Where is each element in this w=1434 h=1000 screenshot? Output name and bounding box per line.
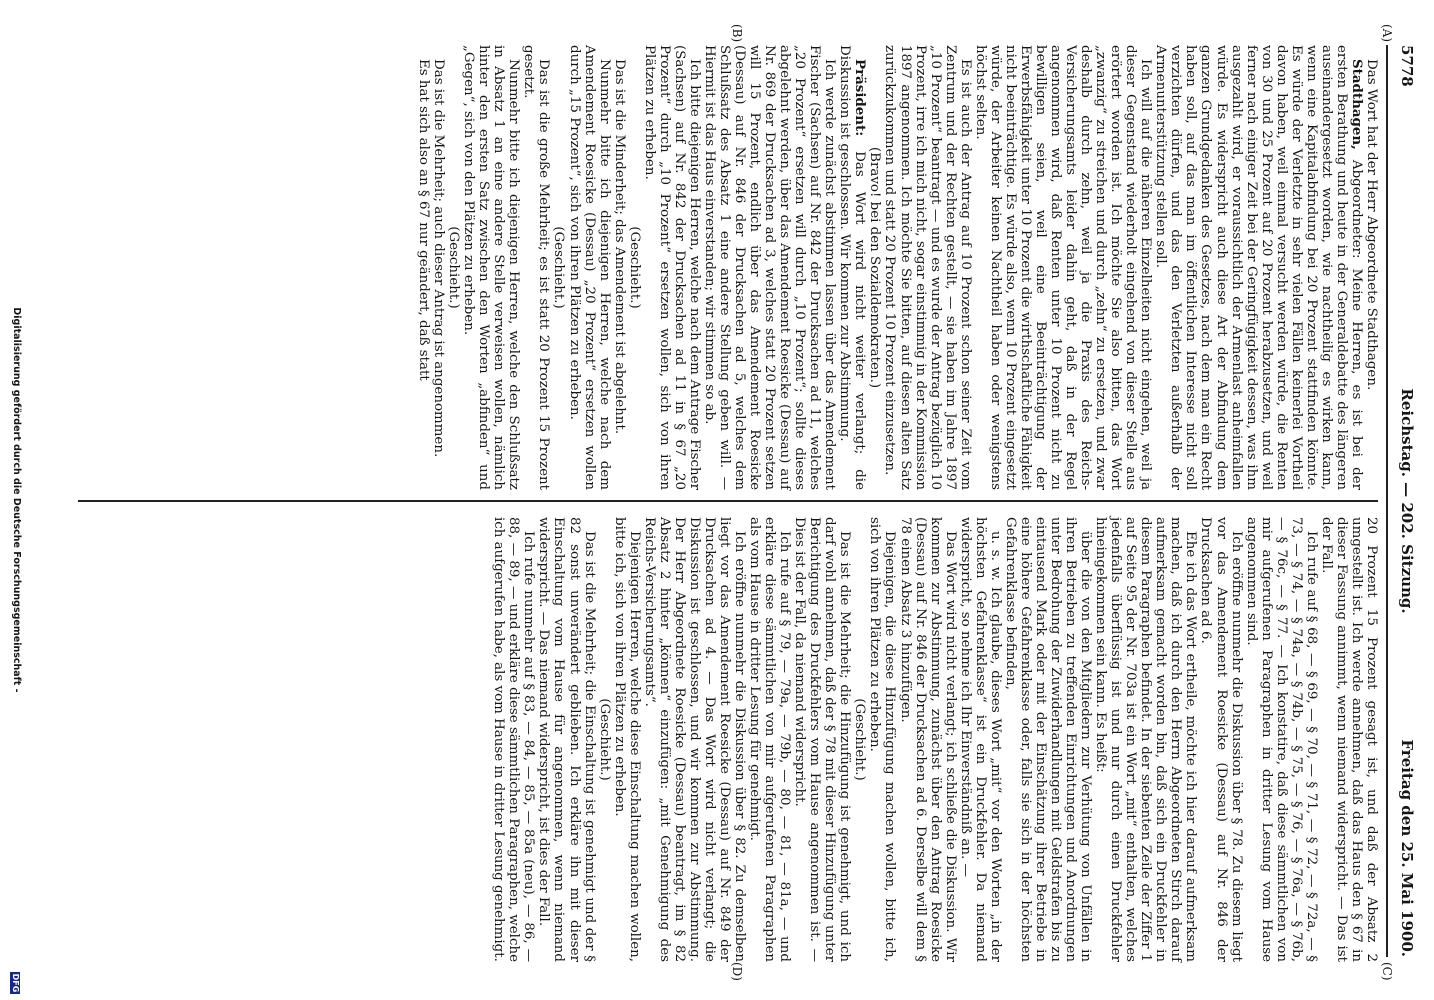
- paragraph-text: Ich bitte diejenigen Herren, welche nach dem Antrage Fischer (Sachsen) auf Nr. 842 der Drucksachen ad 11 in § 67 „20 Prozent“ durch „10 Prozent“ ersetzen wollen, sich von ihren Plätzen zu erheben.: [641, 45, 702, 490]
- footer-credit-text: Digitalisierung gefördert durch die Deutsche Forschungsgemeinschaft -: [11, 307, 22, 693]
- session-title: Reichstag. — 202. Sitzung.: [1398, 388, 1416, 614]
- paragraph: [642, 45, 702, 490]
- paragraph-text: über die von den Mitgliedern zur Verhütung von Unfällen in ihren Betrieben zu treffenden Einrichtungen und Anordnungen unter Bedrohung der Zuwiderhandlungen mit Geldstrafen bis zu eintausend Mark oder mit der Einschätzung ihrer Betriebe in eine höhere Gefahrenklasse oder, falls sie sich in der höchsten Gefahrenklasse befinden,: [1002, 517, 1094, 962]
- left-column: [416, 45, 1379, 490]
- paragraph-text: (Geschieht.): [446, 226, 462, 309]
- paragraph-text: Ich rufe auf § 68, — § 69, — § 70, — § 71, — § 72, — § 72a, — § 73, — § 74, — § 74a, — § 74b, — § 75, — § 76, — § 76a, — § 76b, — § 76c, — § 77. — Ich konstatire, daß diese sämmtlichen von mir aufgerufenen Paragraphen in dritter Lesung vom Hause angenommen sind.: [1243, 517, 1319, 962]
- paragraph-text: (Geschieht.): [551, 226, 567, 309]
- paragraph: [882, 45, 972, 490]
- paragraph-text: Das ist die Minderheit; das Amendement ist abgelehnt.: [611, 59, 627, 435]
- paragraph-text: Diejenigen Herren, welche diese Einschaltung machen wollen, bitte ich, sich von ihren Plätzen zu erheben.: [611, 517, 642, 962]
- paragraph-text: Das ist die Mehrheit; die Hinzufügung ist genehmigt, und ich darf wohl annehmen, daß der § 78 mit dieser Hinzufügung unter Berichtigung des Druckfehlers vom Hause angenommen ist. — Dies ist der Fall, da niemand widerspricht.: [792, 517, 853, 962]
- paragraph: [612, 45, 627, 490]
- paragraph-text: Nunmehr bitte ich diejenigen Herren, welche nach dem Amendement Roesicke (Dessau) „20 Prozent“ ersetzen wollen durch „15 Prozent“, sich von ihren Plätzen zu erheben.: [566, 45, 612, 490]
- page-number: 5778: [1398, 45, 1416, 87]
- paragraph-text: Nunmehr bitte ich diejenigen Herren, welche den Schlußsatz in Absatz 1 an eine andere Stelle verweisen wollen, nämlich hinter den ersten Satz zwischen den Worten „abfinden“ und „Gegen“, sich von den Plätzen zu erheben.: [461, 45, 522, 490]
- paragraph: [416, 45, 431, 490]
- paragraph: [551, 45, 566, 490]
- paragraph-text: Das Wort wird nicht weiter verlangt; die Diskussion ist geschlossen. Wir kommen zur Abstimmung.: [837, 45, 868, 490]
- paragraph-text: Ehe ich das Wort ertheile, möchte ich hier darauf aufmerksam machen, daß ich durch den Herrn Abgeordneten Stirch darauf aufmerksam gemacht worden bin, daß sich ein Druckfehler in diesem Paragraphen befindet. In der siebenten Zeile der Ziffer 1 auf Seite 95 der Nr. 703a ist ein Wort „mit“ enthalten, welches jedenfalls überflüssig ist und nur durch einen Druckfehler hineingekommen sein kann. Es heißt:: [1093, 517, 1199, 962]
- paragraph-text: Das ist die Mehrheit; die Einschaltung ist genehmigt und der § 82 sonst unverändert geblieben. Ich erkläre ihn mit dieser Einschaltung vom Hause für angenommen, wenn niemand widerspricht. — Das niemand widerspricht, ist dies der Fall.: [536, 517, 597, 962]
- paragraph: [461, 45, 521, 490]
- paragraph: [446, 45, 461, 490]
- paragraph: [702, 45, 837, 490]
- paragraph: [792, 517, 852, 962]
- speaker-name: Präsident:: [852, 59, 869, 137]
- paragraph-text: Ich rufe auf § 79, — 79a, — 79b, — 80, — 81, — 81a, — und erkläre diese sämmtlichen von mir aufgerufenen Paragraphen als vom Hause in dritter Lesung für genehmigt.: [747, 517, 793, 962]
- paragraph-text: Das Wort hat der Herr Abgeordnete Stadthagen.: [1364, 59, 1379, 391]
- paragraph: [958, 517, 1003, 962]
- paragraph: [491, 517, 536, 962]
- paragraph-text: (Geschieht.): [852, 698, 868, 781]
- paragraph-text: Das ist die große Mehrheit; es ist statt 20 Prozent 15 Prozent gesetzt.: [521, 45, 552, 490]
- paragraph: [1093, 517, 1198, 962]
- paragraph: [1198, 517, 1243, 962]
- paragraph-text: Es ist auch der Antrag auf 10 Prozent schon seiner Zeit vom Zentrum und der Rechten gestellt, — sie haben im Jahre 1897 „10 Prozent“ beantragt — und es wurde der Antrag bezüglich 10 Prozent, irre ich mich nicht, sogar einstimmig in der Kommission 1897 angenommen. Ich möchte Sie bitten, auf diesen alten Satz zurückzukommen und statt 20 Prozent 10 Prozent einzusetzen.: [882, 45, 973, 490]
- paragraph-text: Das Wort wird nicht verlangt; ich schließe die Diskussion. Wir kommen zur Abstimmung, zunächst über den Antrag Roesicke (Dessau) auf Nr. 846 der Drucksachen ad 6. Derselbe will dem § 78 einen Absatz 3 hinzufügen.: [897, 517, 958, 962]
- paragraph: [612, 517, 642, 962]
- paragraph: [1244, 517, 1319, 962]
- paragraph: [973, 45, 1154, 490]
- paragraph: [867, 45, 882, 490]
- margin-marker-d: (D): [730, 962, 744, 981]
- paragraph: [747, 517, 792, 962]
- paragraph-text: Ich will auf die näheren Einzelheiten nicht eingehen, weil ja dieser Gegenstand wiederholt eingehend von dieser Stelle aus erörtert worden ist. Ich möchte Sie also bitten, das Wort „zwanzig“ zu streichen und durch „zehn“ zu ersetzen, und zwar deshalb durch zehn, weil ja die Praxis des Reichs-Versicherungsamts leider dahin geht, daß in der Regel angenommen wird, daß Renten unter 10 Prozent nicht zu bewilligen seien, weil eine Beeinträchtigung der Erwerbsfähigkeit unter 10 Prozent die wirthschaftliche Fähigkeit nicht beeinträchtige. Es würde also, wenn 10 Prozent eingesetzt würde, der Arbeiter keinen Nachtheil haben oder wenigstens höchst selten.: [972, 45, 1154, 490]
- paragraph: [1003, 517, 1093, 962]
- dfg-logo: DFG: [11, 973, 20, 993]
- footer-credit: [11, 0, 22, 1000]
- paragraph-text: u. s. w. Ich glaube, dieses Wort „mit“ vor den Worten „in der höchsten Gefahrenklasse“ ist ein Druckfehler. Da niemand widerspricht, so nehme ich Ihr Einverständniß an. —: [957, 517, 1003, 962]
- page-header: [1392, 45, 1418, 957]
- paragraph: [1319, 517, 1379, 962]
- paragraph-text: Ich rufe nunmehr auf § 83, — 84, — 85, — 85a (neu), — 86, — 88, — 89, — und erkläre diese sämmtlichen Paragraphen, welche ich aufgerufen habe, als vom Hause in dritter Lesung genehmigt.: [491, 517, 537, 962]
- paragraph: [627, 45, 642, 490]
- paragraph: [852, 517, 867, 962]
- paragraph: [566, 45, 611, 490]
- speaker-name: Stadthagen,: [1348, 59, 1365, 150]
- paragraph-text: Das ist die Mehrheit; auch dieser Antrag ist angenommen.: [431, 59, 447, 458]
- paragraph: [1153, 45, 1364, 490]
- paragraph: [597, 517, 612, 962]
- margin-marker-a: (A): [1380, 24, 1394, 43]
- paragraph: [867, 517, 897, 962]
- paragraph-text: Diejenigen, die diese Hinzufügung machen wollen, bitte ich, sich von ihren Plätzen zu erheben.: [867, 517, 898, 962]
- margin-marker-b: (B): [730, 24, 744, 43]
- paragraph: [431, 45, 446, 490]
- header-rule: [1386, 45, 1388, 957]
- paragraph-text: (Geschieht.): [596, 698, 612, 781]
- session-date: Freitag den 25. Mai 1900.: [1398, 739, 1416, 957]
- paragraph-text: Ich eröffne nunmehr die Diskussion über § 82. Zu demselben liegt vor das Amendement Roesicke (Dessau) auf Nr. 849 der Drucksachen ad 4. — Das Wort wird nicht verlangt; die Diskussion ist geschlossen, und wir kommen zur Abstimmung. Der Herr Abgeordnete Roesicke (Dessau) beantragt, im § 82 Absatz 2 hinter „können“ einzufügen: „mit Genehmigung des Reichs-Versicherungsamts“.: [641, 517, 748, 962]
- paragraph-text: 20 Prozent 15 Prozent gesagt ist, und daß der Absatz 2 umgestellt ist. Ich werde annehmen, daß das Haus den § 67 in dieser Fassung annimmt, wenn niemand widerspricht. — Das ist der Fall.: [1318, 517, 1379, 962]
- paragraph-text: Es hat sich also an § 67 nur geändert, daß statt: [416, 59, 432, 381]
- paragraph-text: Abgeordneter: Meine Herren, es ist bei der ersten Berathung und heute in der Generaldebatte des längeren auseinandergesetzt worden, wie nachtheilig es wirken kann, wenn eine Kapitalabfindung bei 20 Prozent stattfinden könnte. Es würde der Verletzte in sehr vielen Fällen keinerlei Vortheil davon haben, weil einmal versucht werden würde, die Renten von 30 und 25 Prozent auf 20 Prozent herabzusetzen, und weil ferner nach einiger Zeit bei der Geringfügigkeit dessen, was ihm ausgezahlt wird, er voraussichtlich der Armenlast anheimfallen würde. Es widerspricht auch diese Art der Abfindung dem ganzen Grundgedanken des Gesetzes, nach dem man ein Recht haben soll, auf das man im öffentlichen Interesse nicht soll verzichten dürfen, und das den Verletzten außerhalb der Armenunterstützung stellen soll.: [1153, 45, 1364, 490]
- paragraph-text: (Bravo! bei den Sozialdemokraten.): [867, 146, 883, 389]
- paragraph: [642, 517, 747, 962]
- paragraph-text: (Geschieht.): [626, 226, 642, 309]
- paragraph: [837, 45, 867, 490]
- right-column: [491, 517, 1379, 962]
- paragraph: [521, 45, 551, 490]
- paragraph: [1364, 45, 1379, 490]
- paragraph-text: Ich eröffne nunmehr die Diskussion über § 78. Zu diesem liegt vor das Amendement Roesicke (Dessau) auf Nr. 846 der Drucksachen ad 6.: [1198, 517, 1244, 962]
- margin-marker-c: (C): [1380, 962, 1394, 981]
- paragraph: [898, 517, 958, 962]
- paragraph-text: Ich werde zunächst abstimmen lassen über das Amendement Fischer (Sachsen) auf Nr. 842 der Drucksachen ad 11, welches „20 Prozent“ ersetzen will durch „10 Prozent“; sollte dieses abgelehnt werden, über das Amendement Roesicke (Dessau) auf Nr. 869 der Drucksachen ad 3, welches statt 20 Prozent setzen will 15 Prozent, endlich über das Amendement Roesicke (Dessau) auf Nr. 846 der Drucksachen ad 5, welches dem Schlußsatz des Absatz 1 eine andere Stellung geben will. — Hiermit ist das Haus einverstanden; wir stimmen so ab.: [701, 45, 838, 490]
- paragraph: [536, 517, 596, 962]
- column-divider: [78, 500, 1378, 502]
